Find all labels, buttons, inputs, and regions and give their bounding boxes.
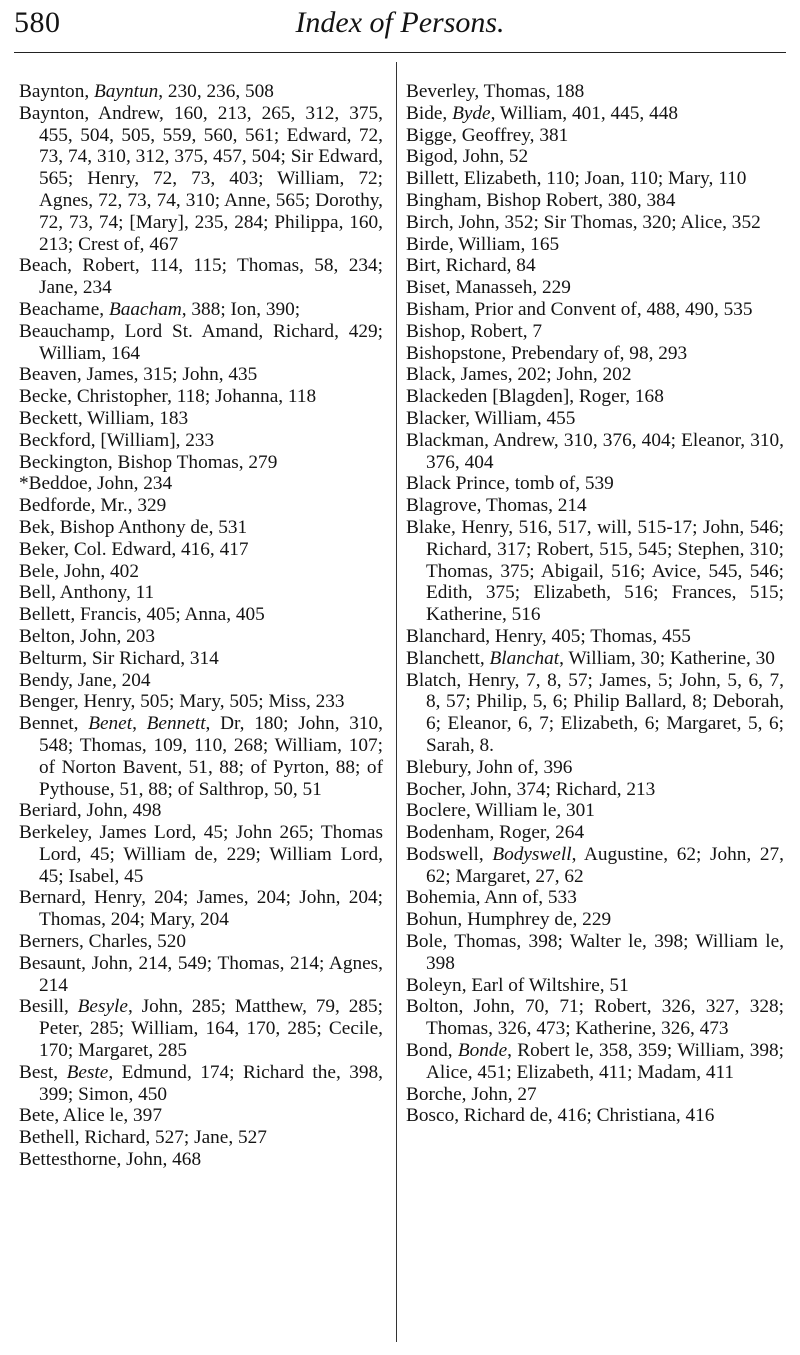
index-entry: Beker, Col. Edward, 416, 417 bbox=[19, 538, 249, 560]
index-entry: Bek, Bishop Anthony de, 531 bbox=[19, 516, 248, 538]
index-entry: Blake, Henry, 516, 517, will, 515-17; John, 546; Richard, 317; Robert, 515, 545; Stephen, 310; Thomas, 375; Abigail, 516; Avice, 545, 546; Edith, 375; Elizabeth, 516; Frances, 515; Katherine, 516 bbox=[406, 516, 784, 626]
index-entry: Biset, Manasseh, 229 bbox=[406, 277, 571, 299]
index-entry: Bele, John, 402 bbox=[19, 560, 139, 582]
index-entry: Beckett, William, 183 bbox=[19, 407, 189, 429]
index-entry: Blagrove, Thomas, 214 bbox=[406, 495, 587, 517]
index-entry: Baynton, Andrew, 160, 213, 265, 312, 375, 455, 504, 505, 559, 560, 561; Edward, 72, 73, 74, 310, 312, 375, 457, 504; Sir Edward, 565; Henry, 72, 73, 403; William, 72; Agnes, 72, 73, 74, 310; Anne, 565; Dorothy, 72, 73, 74; [Mary], 235, 284; Philippa, 160, 213; Crest of, 467 bbox=[19, 102, 383, 255]
index-entry: Bosco, Richard de, 416; Christiana, 416 bbox=[406, 1105, 715, 1127]
index-entry: Best, Beste, Edmund, 174; Richard the, 398, 399; Simon, 450 bbox=[19, 1061, 384, 1105]
index-entry: Black Prince, tomb of, 539 bbox=[406, 473, 614, 495]
index-entry: Beckford, [William], 233 bbox=[19, 429, 215, 451]
index-column-right bbox=[406, 81, 784, 1127]
index-entry: Bendy, Jane, 204 bbox=[19, 669, 151, 691]
index-entry: Bodswell, Bodyswell, Augustine, 62; John, 27, 62; Margaret, 27, 62 bbox=[406, 843, 784, 887]
index-entry: Bell, Anthony, 11 bbox=[19, 582, 155, 604]
index-entry: Blanchard, Henry, 405; Thomas, 455 bbox=[406, 625, 691, 647]
index-entry: Benger, Henry, 505; Mary, 505; Miss, 233 bbox=[19, 691, 345, 713]
index-entry: Boclere, William le, 301 bbox=[406, 800, 595, 822]
index-entry: Bettesthorne, John, 468 bbox=[19, 1149, 202, 1171]
index-entry: Blacker, William, 455 bbox=[406, 407, 576, 429]
index-entry: Bohun, Humphrey de, 229 bbox=[406, 909, 612, 931]
index-entry: Black, James, 202; John, 202 bbox=[406, 364, 632, 386]
index-column-left bbox=[19, 81, 383, 1171]
index-entry: Billett, Elizabeth, 110; Joan, 110; Mary, 110 bbox=[406, 168, 747, 190]
index-entry: Bethell, Richard, 527; Jane, 527 bbox=[19, 1127, 267, 1149]
index-entry: Birt, Richard, 84 bbox=[406, 255, 536, 277]
index-entry: Birch, John, 352; Sir Thomas, 320; Alice, 352 bbox=[406, 211, 761, 233]
page-title: Index of Persons. bbox=[295, 6, 505, 39]
index-entry: Bigod, John, 52 bbox=[406, 146, 529, 168]
index-entry: Birde, William, 165 bbox=[406, 233, 560, 255]
index-entry: Bishopstone, Prebendary of, 98, 293 bbox=[406, 342, 688, 364]
index-entry: Bennet, Benet, Bennett, Dr, 180; John, 310, 548; Thomas, 109, 110, 268; William, 107; of Norton Bavent, 51, 88; of Pyrton, 88; of Pythouse, 51, 88; of Salthrop, 50, 51 bbox=[19, 713, 383, 800]
index-entry: Bohemia, Ann of, 533 bbox=[406, 887, 577, 909]
index-entry: Blebury, John of, 396 bbox=[406, 756, 573, 778]
index-entry: Bide, Byde, William, 401, 445, 448 bbox=[406, 102, 678, 124]
index-entry: Beriard, John, 498 bbox=[19, 800, 162, 822]
index-entry: Borche, John, 27 bbox=[406, 1083, 537, 1105]
index-entry: Bete, Alice le, 397 bbox=[19, 1105, 162, 1127]
index-entry: Beverley, Thomas, 188 bbox=[406, 81, 585, 102]
index-entry: Blatch, Henry, 7, 8, 57; James, 5; John, 5, 6, 7, 8, 57; Philip, 5, 6; Philip Ballard, 8; Deborah, 6; Eleanor, 6, 7; Elizabeth, 6; Margaret, 5, 6; Sarah, 8. bbox=[406, 669, 784, 756]
index-entry: Beauchamp, Lord St. Amand, Richard, 429; William, 164 bbox=[19, 320, 383, 364]
index-entry: Bodenham, Roger, 264 bbox=[406, 822, 585, 844]
index-entry: Beachame, Baacham, 388; Ion, 390; bbox=[19, 298, 301, 320]
index-entry: Beaven, James, 315; John, 435 bbox=[19, 364, 258, 386]
index-entry: Becke, Christopher, 118; Johanna, 118 bbox=[19, 386, 317, 408]
index-entry: Bocher, John, 374; Richard, 213 bbox=[406, 778, 656, 800]
index-entry: Blackman, Andrew, 310, 376, 404; Eleanor, 310, 376, 404 bbox=[406, 429, 784, 473]
index-entry: Blackeden [Blagden], Roger, 168 bbox=[406, 386, 664, 408]
index-entry: Bedforde, Mr., 329 bbox=[19, 495, 167, 517]
column-divider bbox=[396, 62, 397, 1342]
index-entry: Bond, Bonde, Robert le, 358, 359; William, 398; Alice, 451; Elizabeth, 411; Madam, 411 bbox=[406, 1040, 784, 1083]
index-entry: Blanchett, Blanchat, William, 30; Katherine, 30 bbox=[406, 647, 775, 669]
index-entry: Boleyn, Earl of Wiltshire, 51 bbox=[406, 974, 629, 996]
index-entry: Berkeley, James Lord, 45; John 265; Thomas Lord, 45; William de, 229; William Lord, 45; Isabel, 45 bbox=[19, 822, 383, 887]
index-entry: Belturm, Sir Richard, 314 bbox=[19, 647, 219, 669]
index-entry: Bishop, Robert, 7 bbox=[406, 320, 543, 342]
index-entry: Belton, John, 203 bbox=[19, 625, 156, 647]
index-entry: Bigge, Geoffrey, 381 bbox=[406, 124, 569, 146]
index-entry: Beach, Robert, 114, 115; Thomas, 58, 234; Jane, 234 bbox=[19, 255, 383, 299]
index-entry: Bisham, Prior and Convent of, 488, 490, 535 bbox=[406, 298, 753, 320]
index-entry: Baynton, Bayntun, 230, 236, 508 bbox=[19, 81, 274, 102]
index-entry: *Beddoe, John, 234 bbox=[19, 473, 173, 495]
index-entry: Bellett, Francis, 405; Anna, 405 bbox=[19, 604, 265, 626]
index-entry: Bernard, Henry, 204; James, 204; John, 204; Thomas, 204; Mary, 204 bbox=[19, 887, 383, 931]
index-entry: Bolton, John, 70, 71; Robert, 326, 327, 328; Thomas, 326, 473; Katherine, 326, 473 bbox=[406, 996, 784, 1040]
index-entry: Beckington, Bishop Thomas, 279 bbox=[19, 451, 278, 473]
page-number: 580 bbox=[14, 6, 61, 39]
index-entry: Berners, Charles, 520 bbox=[19, 931, 187, 953]
header-rule bbox=[14, 52, 786, 53]
index-entry: Bingham, Bishop Robert, 380, 384 bbox=[406, 189, 676, 211]
index-entry: Bole, Thomas, 398; Walter le, 398; William le, 398 bbox=[406, 931, 784, 974]
index-entry: Besaunt, John, 214, 549; Thomas, 214; Agnes, 214 bbox=[19, 952, 383, 996]
index-entry: Besill, Besyle, John, 285; Matthew, 79, 285; Peter, 285; William, 164, 170, 285; Cecile, 170; Margaret, 285 bbox=[19, 996, 383, 1062]
